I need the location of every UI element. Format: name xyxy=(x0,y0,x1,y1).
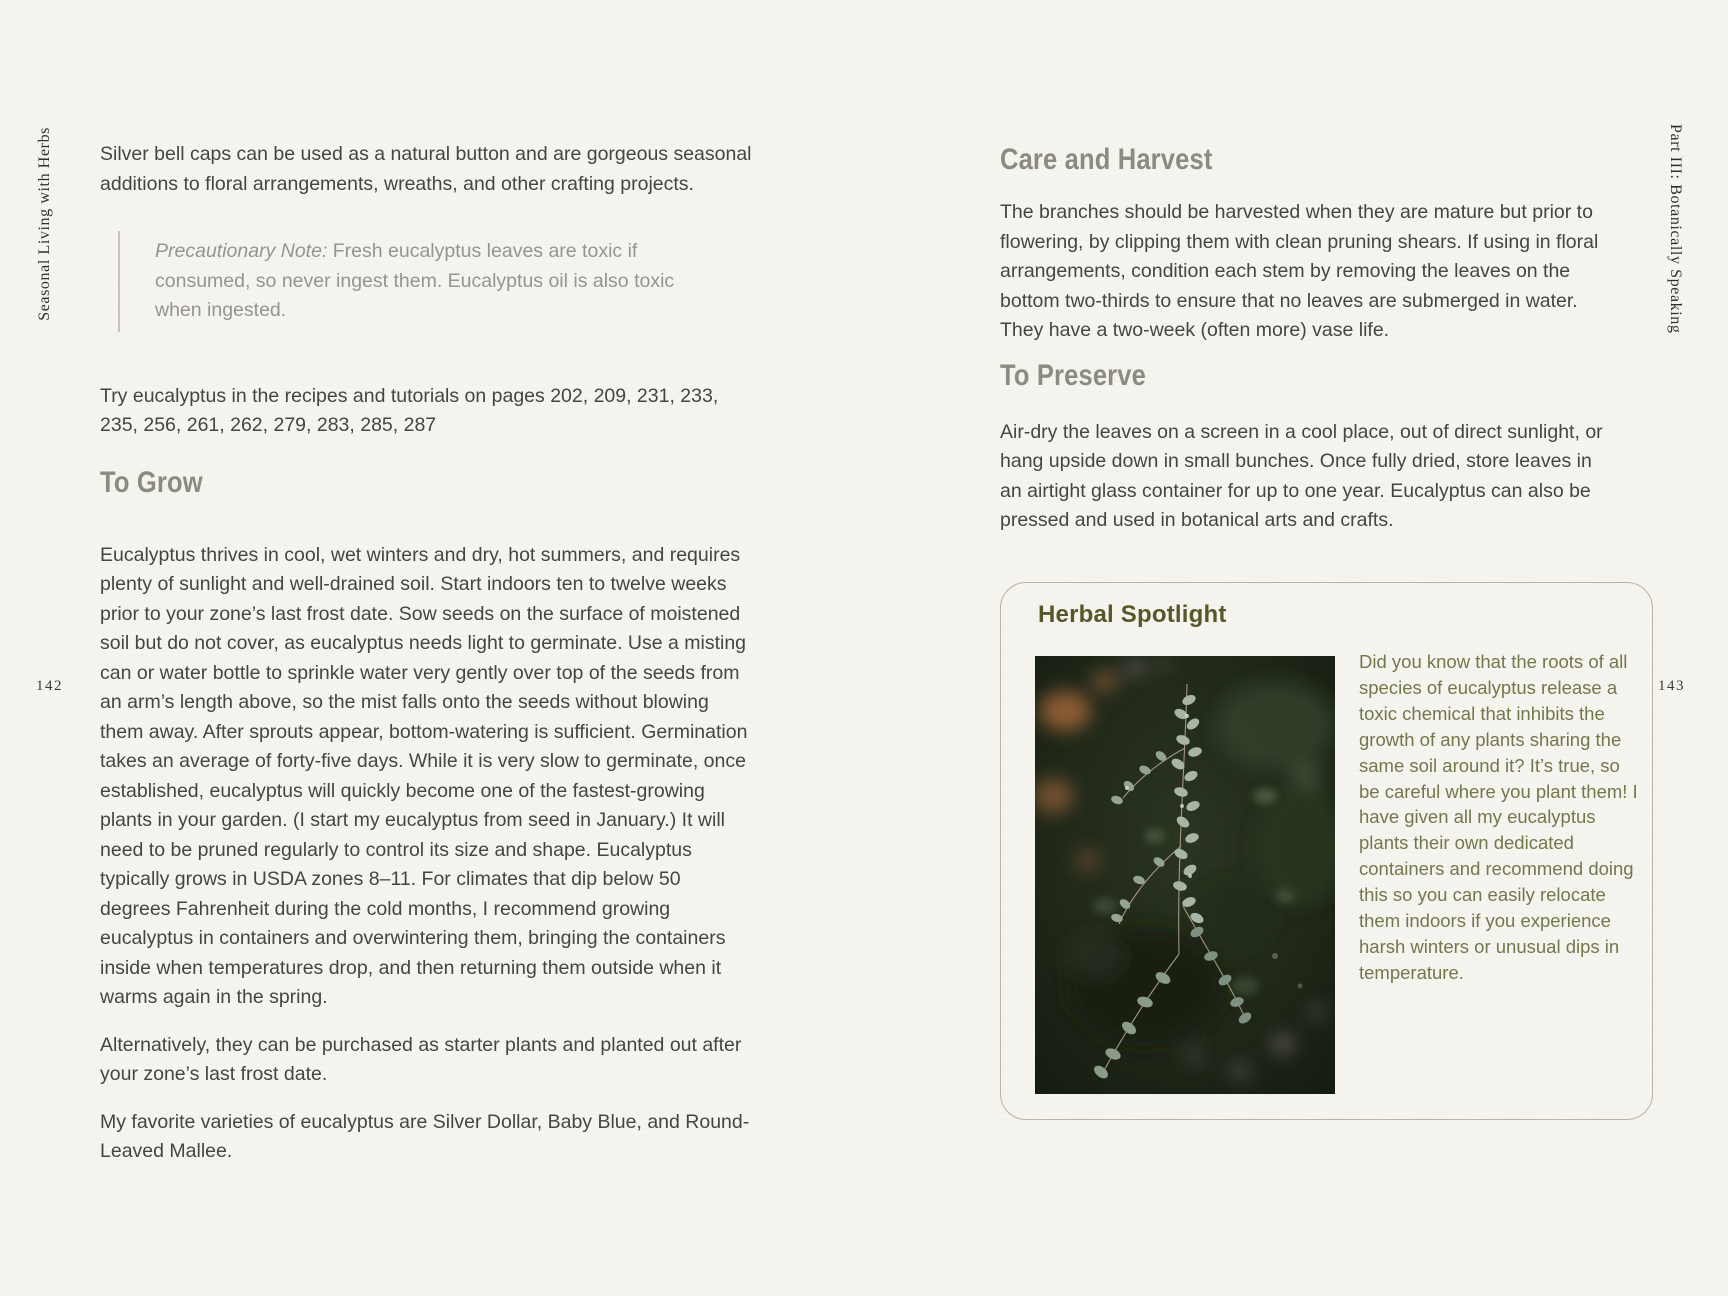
right-page-number: 143 xyxy=(1658,678,1685,694)
left-page-number: 142 xyxy=(36,678,63,694)
right-running-header: Part III: Botanically Speaking xyxy=(1667,124,1684,334)
to-grow-paragraph-1: Eucalyptus thrives in cool, wet winters and dry, hot summers, and requires plenty of sunlight and well-drained soil. Start indoors ten to twelve weeks prior to your zone’s last frost date. Sow seeds on the surface of moistened soil but do not cover, as eucalyptus needs light to germinate. Use a misting can or water bottle to sprinkle water very gently over top of the seeds from an arm’s length above, so the mist falls onto the seeds without blowing them away. After sprouts appear, bottom-watering is sufficient. Germination takes an average of forty-five days. While it is very slow to germinate, once established, eucalyptus will quickly become one of the fastest-growing plants in your garden. (I start my eucalyptus from seed in January.) It will need to be pruned regularly to control its size and shape. Eucalyptus typically grows in USDA zones 8–11. For climates that dip below 50 degrees Fahrenheit during the cold months, I recommend growing eucalyptus in containers and overwintering them, bringing the containers inside when temperatures drop, and then returning them outside when it warms again in the spring. xyxy=(100,543,748,1008)
section-heading-to-preserve: To Preserve xyxy=(1000,358,1146,392)
right-page-column xyxy=(1000,142,1612,536)
to-grow-paragraph-3: My favorite varieties of eucalyptus are Silver Dollar, Baby Blue, and Round-Leaved Mallee. xyxy=(100,1110,750,1162)
herbal-spotlight-box xyxy=(1000,582,1653,1120)
care-and-harvest-paragraph: The branches should be harvested when they are mature but prior to flowering, by clipping them with clean pruning shears. If using in floral arrangements, condition each stem by removing the leaves on the bottom two-thirds to ensure that no leaves are submerged in water. They have a two-week (often more) vase life. xyxy=(1000,201,1599,341)
intro-paragraph: Silver bell caps can be used as a natural button and are gorgeous seasonal additions to floral arrangements, wreaths, and other crafting projects. xyxy=(100,143,752,195)
to-grow-paragraph-2: Alternatively, they can be purchased as starter plants and planted out after your zone’s last frost date. xyxy=(100,1033,742,1085)
section-heading-care-and-harvest: Care and Harvest xyxy=(1000,143,1213,176)
left-page-column xyxy=(100,140,755,1185)
note-label: Precautionary Note: xyxy=(155,240,328,262)
spotlight-heading: Herbal Spotlight xyxy=(1038,601,1227,628)
left-running-header: Seasonal Living with Herbs xyxy=(36,127,53,321)
note-text: Fresh eucalyptus leaves are toxic if consumed, so never ingest them. Eucalyptus oil is also toxic when ingested. xyxy=(155,240,675,321)
to-preserve-paragraph: Air-dry the leaves on a screen in a cool place, out of direct sunlight, or hang upside down in small bunches. Once fully dried, store leaves in an airtight glass container for up to one year. Eucalyptus can also be pressed and used in botanical arts and crafts. xyxy=(1000,420,1603,531)
section-heading-to-grow: To Grow xyxy=(100,465,203,499)
spotlight-paragraph: Did you know that the roots of all species of eucalyptus release a toxic chemical that inhibits the growth of any plants sharing the same soil around it? It’s true, so be careful where you plant them! I have given all my eucalyptus plants their own dedicated containers and recommend doing this so you can easily relocate them indoors if you experience harsh winters or unusual dips in temperature. xyxy=(1359,651,1638,983)
precautionary-note xyxy=(118,231,675,332)
eucalyptus-photo-illustration xyxy=(1035,656,1335,1094)
eucalyptus-photo xyxy=(1035,656,1335,1094)
recipes-reference: Try eucalyptus in the recipes and tutorials on pages 202, 209, 231, 233, 235, 256, 261, 262, 279, 283, 285, 287 xyxy=(100,384,719,436)
